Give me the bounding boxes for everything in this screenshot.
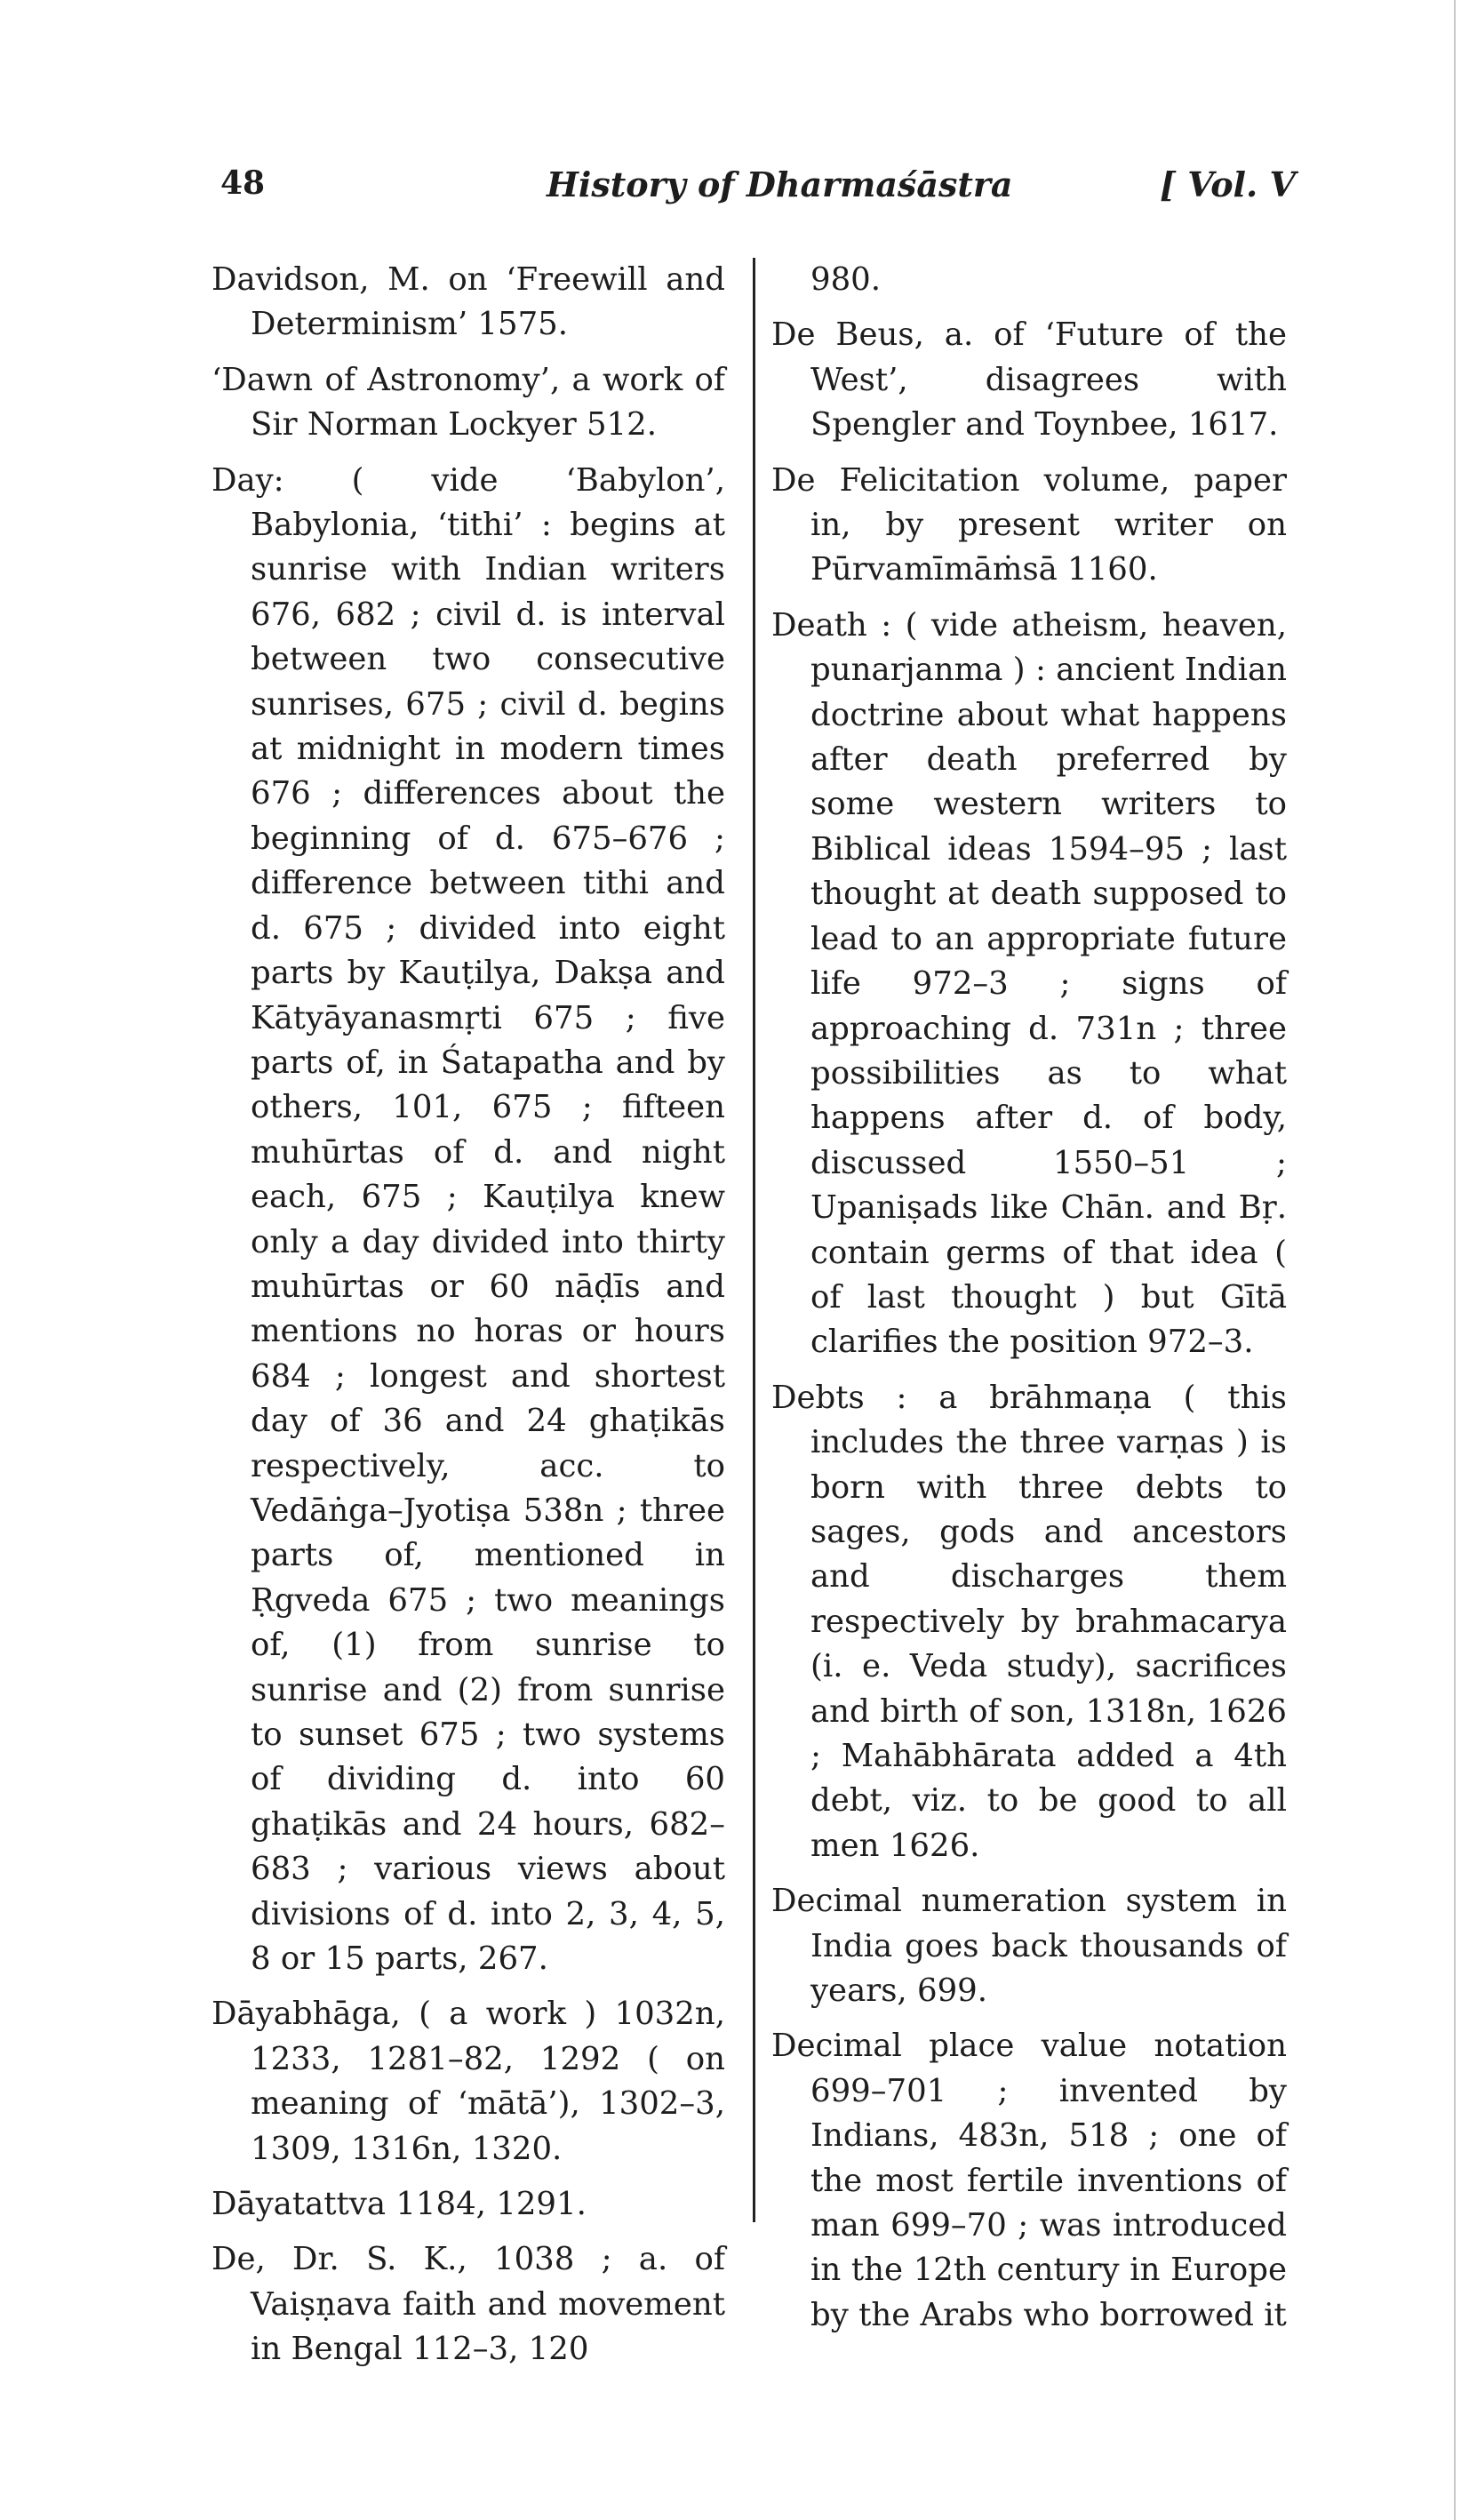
index-entry: De Beus, a. of ‘Future of the West’, disagrees with Spengler and Toynbee, 1617. — [771, 316, 1287, 444]
page-edge-line — [1454, 0, 1456, 2520]
book-title: History of Dharmaśāstra — [547, 164, 1013, 204]
index-entry-continuation: 980. — [810, 261, 882, 298]
index-entry: Decimal place value notation 699–701 ; invented by Indians, 483n, 518 ; one of the most fertile inventions of man 699–70 ; was introduced in the 12th century in Europe by the Arabs who borrowed it — [771, 2028, 1287, 2333]
volume-label: [ Vol. V — [1160, 164, 1296, 204]
index-entry: Day: ( vide ‘Babylon’, Babylonia, ‘tithi’ : begins at sunrise with Indian writers 676, 682 ; civil d. is interval between two consecutive sunrises, 675 ; civil d. begins at midnight in modern times 676 ; differences about the beginning of d. 675–676 ; difference between tithi and d. 675 ; divided into eight parts by Kauṭilya, Dakṣa and Kātyāyanasmṛti 675 ; five parts of, in Śatapatha and by others, 101, 675 ; fifteen muhūrtas of d. and night each, 675 ; Kauṭilya knew only a day divided into thirty muhūrtas or 60 nāḍīs and mentions no horas or hours 684 ; longest and shortest day of 36 and 24 ghaṭikās respectively, acc. to Vedāṅga–Jyotiṣa 538n ; three parts of, mentioned in Ṛgveda 675 ; two meanings of, (1) from sunrise to sunrise and (2) from sunrise to sunset 675 ; two systems of dividing d. into 60 ghaṭikās and 24 hours, 682–683 ; various views about divisions of d. into 2, 3, 4, 5, 8 or 15 parts, 267. — [212, 461, 725, 1978]
page-number: 48 — [220, 164, 266, 202]
index-entry: Davidson, M. on ‘Freewill and Determinism’ 1575. — [212, 261, 725, 343]
column-divider — [753, 258, 755, 2222]
index-entry: Debts : a brāhmaṇa ( this includes the three varṇas ) is born with three debts to sages, gods and ancestors and discharges them respectively by brahmacarya (i. e. Veda study), sacrifices and birth of son, 1318n, 1626 ; Mahābhārata added a 4th debt, viz. to be good to all men 1626. — [771, 1379, 1287, 1864]
index-entry: ‘Dawn of Astronomy’, a work of Sir Norman Lockyer 512. — [212, 361, 725, 444]
index-entry: De Felicitation volume, paper in, by present writer on Pūrvamīmāṁsā 1160. — [771, 461, 1287, 588]
running-header — [0, 164, 1469, 209]
index-entry: De, Dr. S. K., 1038 ; a. of Vaiṣṇava faith and movement in Bengal 112–3, 120 — [212, 2241, 725, 2368]
index-entry: Death : ( vide atheism, heaven, punarjanma ) : ancient Indian doctrine about what happens after death preferred by some western writers to Biblical ideas 1594–95 ; last thought at death supposed to lead to an appropriate future life 972–3 ; signs of approaching d. 731n ; three possibilities as to what happens after d. of body, discussed 1550–51 ; Upaniṣads like Chān. and Bṛ. contain germs of that idea ( of last thought ) but Gītā clarifies the position 972–3. — [771, 606, 1287, 1361]
index-entry: Decimal numeration system in India goes back thousands of years, 699. — [771, 1883, 1287, 2010]
right-index-column — [771, 258, 1287, 2348]
left-index-column — [212, 258, 725, 2383]
index-entry: Dāyatattva 1184, 1291. — [212, 2186, 587, 2223]
index-entry: Dāyabhāga, ( a work ) 1032n, 1233, 1281–82, 1292 ( on meaning of ‘mātā’), 1302–3, 1309, 1316n, 1320. — [212, 1996, 725, 2167]
